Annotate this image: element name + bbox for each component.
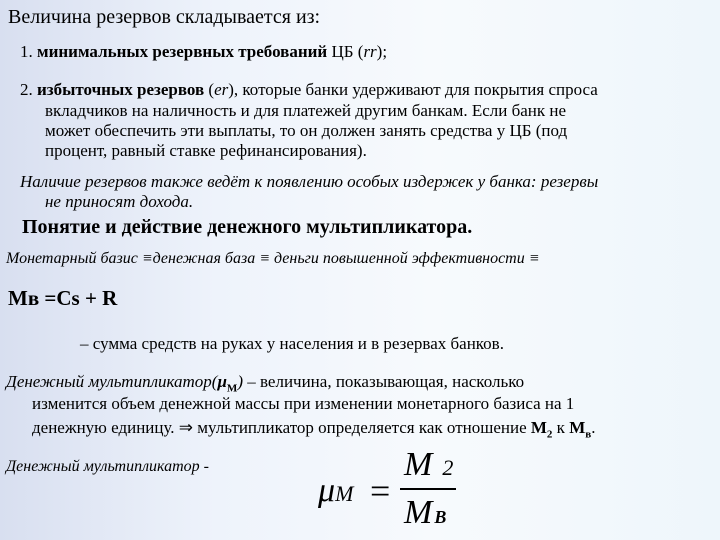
mu-symbol: μ	[318, 472, 336, 509]
item-text: ), которые банки удерживают для покрытия спроса	[228, 80, 598, 99]
section-heading: Понятие и действие денежного мультипликатора.	[22, 216, 473, 238]
fraction-numerator	[404, 446, 453, 484]
multiplier-label: Денежный мультипликатор -	[6, 458, 210, 475]
fraction-mu	[318, 472, 353, 510]
multiplier-definition-line-3	[32, 418, 595, 440]
mu-subscript: M	[226, 382, 238, 395]
note-line-1: Наличие резервов также ведёт к появлению особых издержек у банка: резервы	[20, 172, 599, 191]
item-term: минимальных резервных требований	[37, 42, 328, 61]
multiplier-text: мультипликатор определяется как отношение	[193, 418, 531, 437]
mu-symbol: μ	[217, 372, 227, 391]
fraction-bar	[400, 488, 456, 490]
denominator-symbol: M	[404, 494, 433, 531]
item-term: избыточных резервов	[37, 80, 205, 99]
denominator-subscript: B	[434, 507, 447, 527]
multiplier-definition-line-2: изменится объем денежной массы при изменении монетарного базиса на 1	[32, 394, 575, 413]
multiplier-text: к	[552, 418, 570, 437]
formula-description: – сумма средств на руках у населения и в резервах банков.	[80, 334, 504, 353]
multiplier-text: – величина, показывающая, насколько	[242, 372, 525, 391]
item-text: ЦБ (	[327, 42, 364, 61]
fraction-denominator	[404, 494, 446, 532]
item-abbr: er	[214, 80, 229, 99]
item-text: (	[204, 80, 215, 99]
note-line-2: не приносят дохода.	[45, 192, 194, 211]
monetary-base-formula: Мв =Cs + R	[8, 286, 118, 310]
item-number: 1.	[20, 42, 37, 61]
mb-symbol: М	[569, 418, 586, 437]
multiplier-term: Денежный мультипликатор(	[6, 372, 218, 391]
m2-subscript: 2	[546, 428, 553, 441]
slide-title: Величина резервов складывается из:	[8, 6, 321, 28]
multiplier-text: денежную единицу.	[32, 418, 179, 437]
reserve-item-2	[20, 80, 598, 100]
numerator-subscript: 2	[442, 455, 454, 480]
fraction-equals: =	[370, 471, 391, 511]
reserve-item-2-line-3: может обеспечить эти выплаты, то он должен занять средства у ЦБ (под	[45, 121, 568, 140]
mu-subscript: M	[335, 481, 354, 506]
reserve-item-2-line-2: вкладчиков на наличность и для платежей другим банкам. Если банк не	[45, 101, 567, 120]
numerator-symbol: M	[404, 446, 433, 483]
item-text: );	[376, 42, 388, 61]
implies-arrow-icon: ⇒	[178, 418, 194, 437]
reserve-item-1	[20, 42, 387, 62]
m2-symbol: М	[530, 418, 547, 437]
item-number: 2.	[20, 80, 37, 99]
multiplier-term-close: )	[237, 372, 243, 391]
reserve-item-2-line-4: процент, равный ставке рефинансирования).	[45, 141, 367, 160]
item-abbr: rr	[363, 42, 377, 61]
multiplier-definition-line-1	[6, 372, 524, 394]
multiplier-text: .	[591, 418, 596, 437]
mb-subscript: в	[585, 428, 592, 441]
monetary-base-definition: Монетарный базис ≡денежная база ≡ деньги повышенной эффективности ≡	[6, 250, 540, 267]
